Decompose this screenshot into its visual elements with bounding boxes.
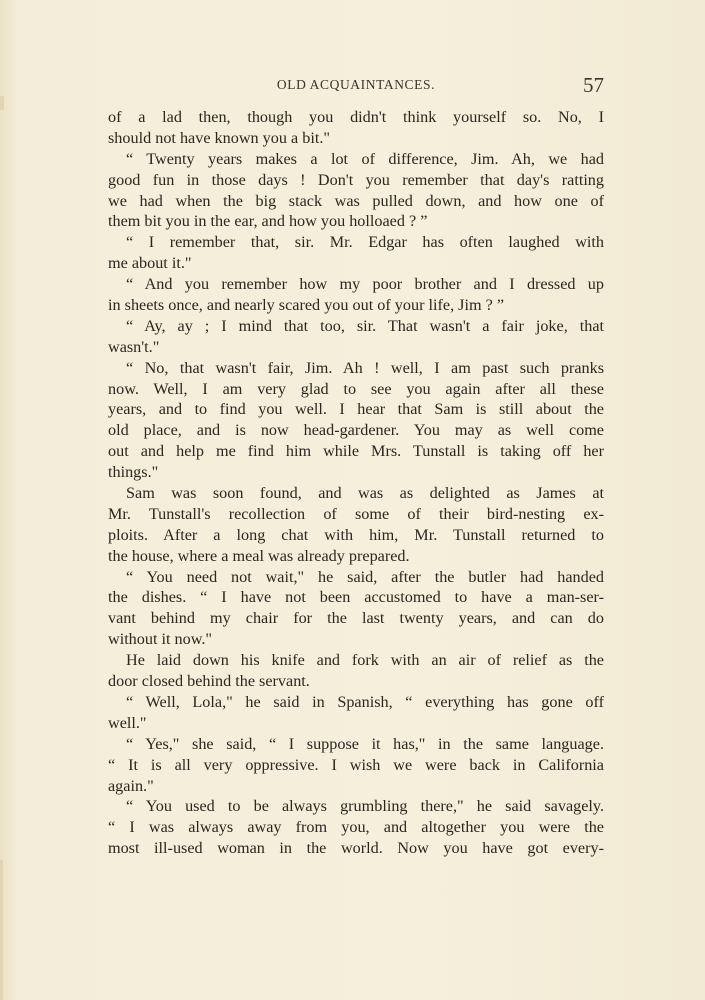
text-line: “ I remember that, sir. Mr. Edgar has often laughed with (126, 233, 604, 252)
running-title: OLD ACQUAINTANCES. (276, 77, 436, 92)
text-line: “ I was always away from you, and altogether you were the (108, 818, 604, 837)
text-line: them bit you in the ear, and how you holloaed ? ” (108, 212, 428, 231)
text-line: “ And you remember how my poor brother and I dressed up (126, 275, 604, 294)
text-line: should not have known you a bit." (108, 128, 330, 147)
text-line: years, and to find you well. I hear that Sam is still about the (108, 400, 604, 419)
body-text (108, 107, 604, 859)
text-line: “ No, that wasn't fair, Jim. Ah ! well, I am past such pranks (126, 358, 604, 377)
text-line: wasn't." (108, 337, 160, 356)
text-line: Sam was soon found, and was as delighted as James at (126, 484, 604, 503)
text-line: now. Well, I am very glad to see you again after all these (108, 379, 604, 398)
text-line: well." (108, 713, 147, 732)
text-line: things." (108, 463, 159, 482)
text-line: the dishes. “ I have not been accustomed to have a man-ser- (108, 588, 604, 607)
text-line: “ You used to be always grumbling there," he said savagely. (126, 797, 604, 816)
text-line: “ Twenty years makes a lot of difference, Jim. Ah, we had (126, 149, 604, 168)
text-line: door closed behind the servant. (108, 672, 310, 691)
text-line: “ Yes," she said, “ I suppose it has," in the same language. (126, 734, 604, 753)
text-line: “ It is all very oppressive. I wish we were back in California (108, 755, 604, 774)
page-number: 57 (583, 73, 604, 97)
margin-blemish (0, 96, 4, 110)
text-line: good fun in those days ! Don't you remember that day's ratting (108, 170, 604, 189)
text-line: in sheets once, and nearly scared you out of your life, Jim ? ” (108, 296, 505, 315)
text-line: we had when the big stack was pulled down, and how one of (108, 191, 604, 210)
text-line: ploits. After a long chat with him, Mr. Tunstall returned to (108, 525, 604, 544)
page-header (108, 73, 604, 97)
margin-blemish (0, 860, 3, 1000)
text-line: the house, where a meal was already prepared. (108, 546, 410, 565)
text-line: me about it." (108, 254, 192, 273)
text-line: “ Ay, ay ; I mind that too, sir. That wasn't a fair joke, that (126, 316, 604, 335)
text-line: out and help me find him while Mrs. Tunstall is taking off her (108, 442, 604, 461)
text-line: “ Well, Lola," he said in Spanish, “ everything has gone off (126, 692, 604, 711)
text-line: most ill-used woman in the world. Now you have got every- (108, 839, 604, 858)
text-line: old place, and is now head-gardener. You may as well come (108, 421, 604, 440)
text-line: “ You need not wait," he said, after the butler had handed (126, 567, 604, 586)
text-line: again." (108, 776, 154, 795)
text-line: without it now." (108, 630, 213, 649)
text-line: vant behind my chair for the last twenty years, and can do (108, 609, 604, 628)
text-line: Mr. Tunstall's recollection of some of their bird-nesting ex- (108, 504, 604, 523)
text-line: He laid down his knife and fork with an air of relief as the (126, 651, 604, 670)
text-line: of a lad then, though you didn't think yourself so. No, I (108, 108, 604, 126)
